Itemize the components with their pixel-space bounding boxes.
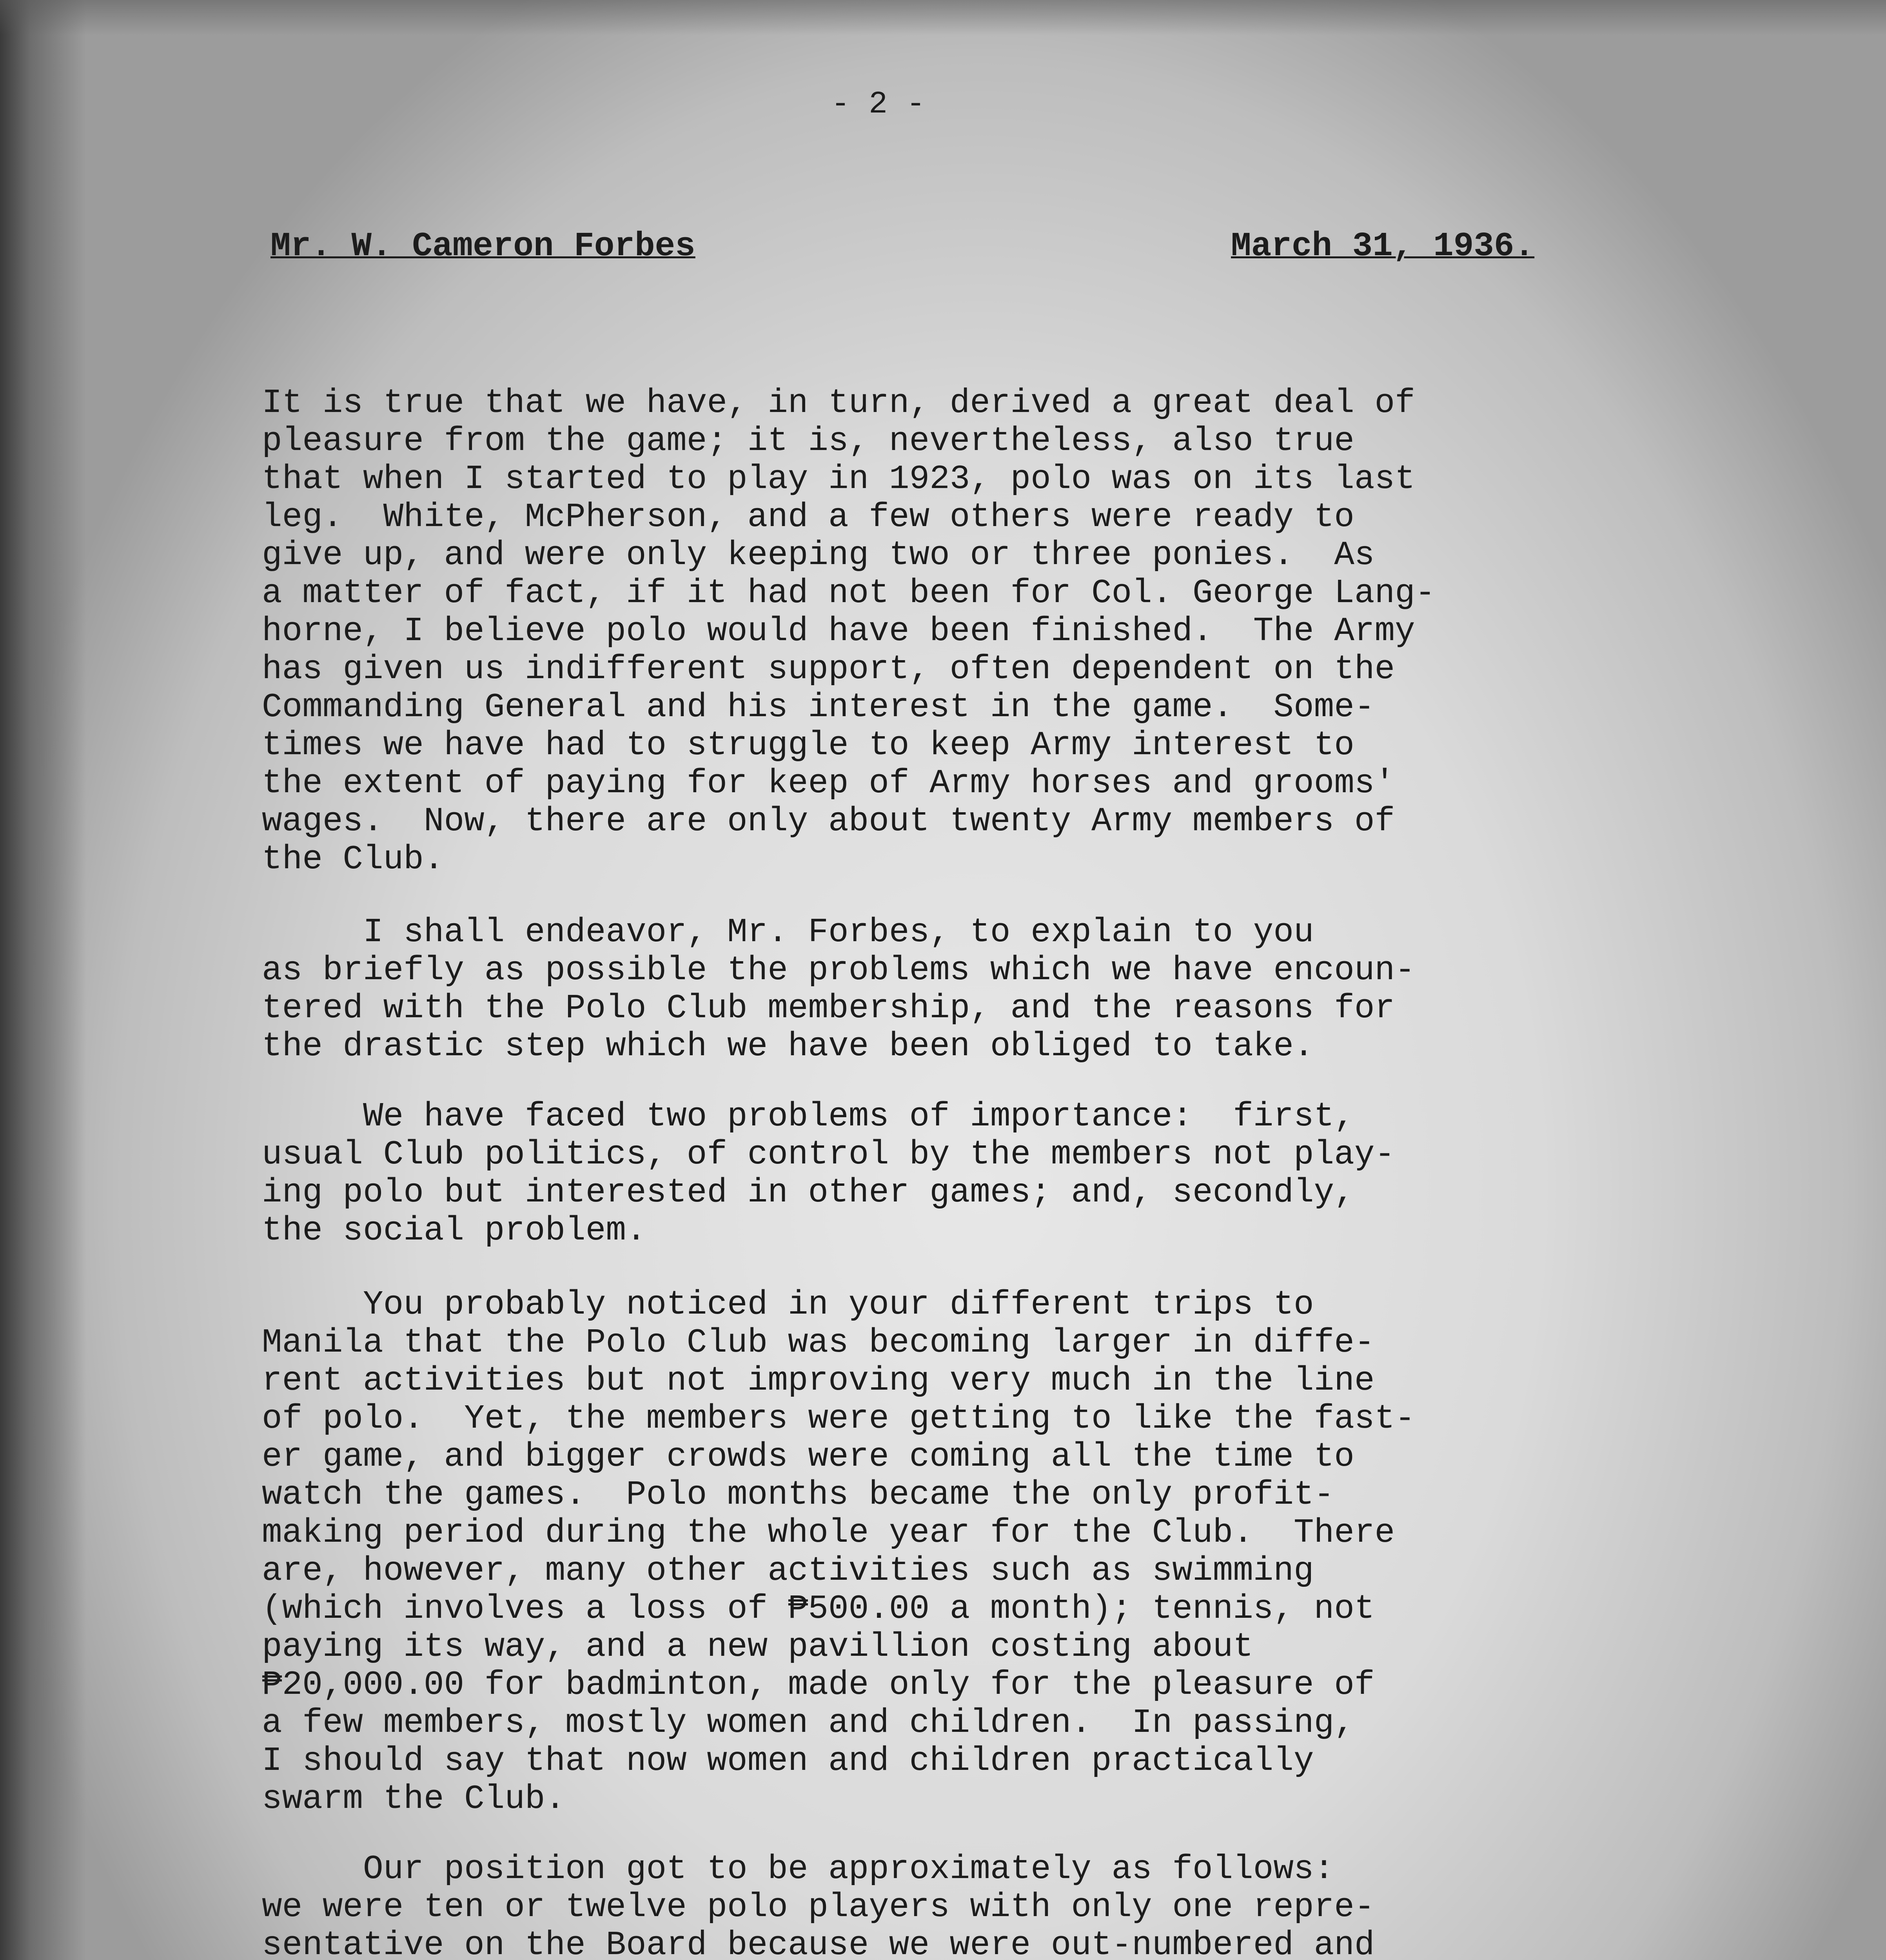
- text-line: as briefly as possible the problems which we have encoun-: [262, 951, 1415, 989]
- text-line: Commanding General and his interest in the game. Some-: [262, 688, 1375, 726]
- text-line: ₱20,000.00 for badminton, made only for the pleasure of: [262, 1666, 1375, 1704]
- text-line: Manila that the Polo Club was becoming larger in diffe-: [262, 1323, 1375, 1362]
- text-line: the social problem.: [262, 1211, 646, 1250]
- text-line: the drastic step which we have been obliged to take.: [262, 1027, 1314, 1065]
- text-line: of polo. Yet, the members were getting to like the fast-: [262, 1399, 1415, 1438]
- text-line: We have faced two problems of importance: first,: [262, 1097, 1354, 1136]
- text-line: the Club.: [262, 840, 444, 878]
- scan-shadow-top: [0, 0, 1886, 35]
- text-line: sentative on the Board because we were out-numbered and: [262, 1926, 1375, 1960]
- addressee: Mr. W. Cameron Forbes: [270, 227, 695, 265]
- text-line: You probably noticed in your different trips to: [262, 1285, 1314, 1324]
- text-line: are, however, many other activities such as swimming: [262, 1552, 1314, 1590]
- text-line: paying its way, and a new pavillion costing about: [262, 1628, 1253, 1666]
- paragraph-2: [262, 913, 1415, 1065]
- text-line: we were ten or twelve polo players with only one repre-: [262, 1888, 1375, 1926]
- text-line: pleasure from the game; it is, nevertheless, also true: [262, 422, 1354, 460]
- text-line: usual Club politics, of control by the members not play-: [262, 1135, 1395, 1174]
- letter-date: March 31, 1936.: [1231, 227, 1535, 265]
- text-line: a matter of fact, if it had not been for Col. George Lang-: [262, 574, 1436, 612]
- text-line: (which involves a loss of ₱500.00 a month); tennis, not: [262, 1590, 1375, 1628]
- paragraph-4: [262, 1286, 1415, 1818]
- text-line: times we have had to struggle to keep Army interest to: [262, 726, 1354, 764]
- text-line: has given us indifferent support, often dependent on the: [262, 650, 1395, 688]
- page-number: - 2 -: [831, 87, 926, 122]
- text-line: It is true that we have, in turn, derived a great deal of: [262, 384, 1415, 422]
- paragraph-1: [262, 384, 1435, 878]
- text-line: wages. Now, there are only about twenty Army members of: [262, 802, 1395, 840]
- text-line: rent activities but not improving very much in the line: [262, 1361, 1375, 1400]
- text-line: er game, and bigger crowds were coming all the time to: [262, 1437, 1354, 1476]
- text-line: a few members, mostly women and children. In passing,: [262, 1704, 1354, 1742]
- text-line: I shall endeavor, Mr. Forbes, to explain to you: [262, 913, 1314, 951]
- text-line: Our position got to be approximately as follows:: [262, 1850, 1334, 1888]
- text-line: tered with the Polo Club membership, and the reasons for: [262, 989, 1395, 1027]
- text-line: give up, and were only keeping two or three ponies. As: [262, 536, 1375, 574]
- text-line: swarm the Club.: [262, 1780, 566, 1818]
- text-line: horne, I believe polo would have been finished. The Army: [262, 612, 1415, 650]
- scan-shadow-left: [0, 0, 86, 1960]
- text-line: I should say that now women and children practically: [262, 1742, 1314, 1780]
- paragraph-3: [262, 1098, 1395, 1250]
- text-line: the extent of paying for keep of Army horses and grooms': [262, 764, 1395, 802]
- text-line: watch the games. Polo months became the only profit-: [262, 1475, 1334, 1514]
- text-line: ing polo but interested in other games; and, secondly,: [262, 1173, 1354, 1212]
- text-line: that when I started to play in 1923, polo was on its last: [262, 460, 1415, 498]
- text-line: making period during the whole year for the Club. There: [262, 1514, 1395, 1552]
- paragraph-5: [262, 1850, 1395, 1960]
- text-line: leg. White, McPherson, and a few others were ready to: [262, 498, 1354, 536]
